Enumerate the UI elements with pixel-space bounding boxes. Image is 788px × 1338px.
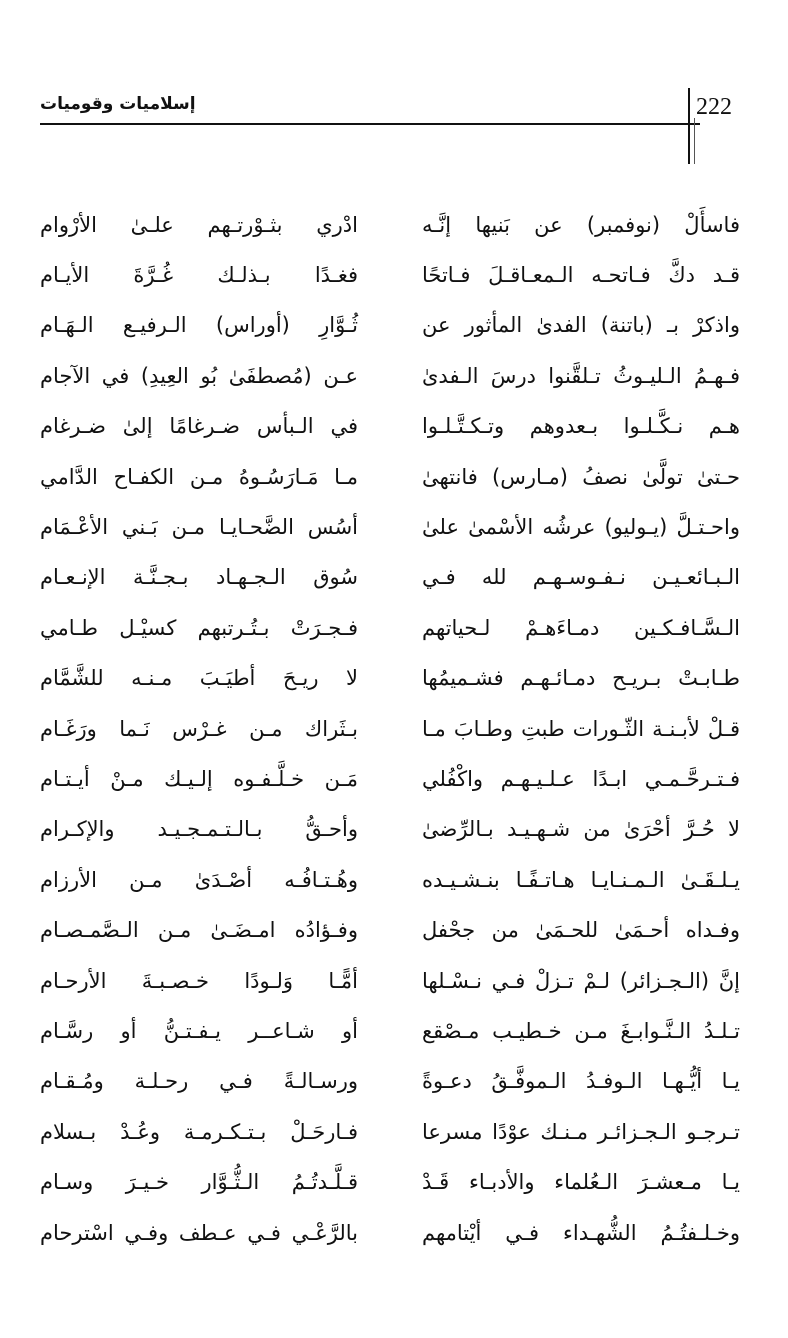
- verse-second-hemistich: فـارحَـلْ بـتـكـرمـة وعُـدْ بـسلام: [40, 1119, 358, 1144]
- verse-line: [40, 654, 740, 704]
- verse-second-hemistich: لا ريـحَ أطيَـبَ مـنـه للشَّمَّام: [40, 666, 358, 691]
- verse-line: [40, 855, 740, 905]
- verse-line: [40, 402, 740, 452]
- verse-first-hemistich: تـرجـو الـجـزائـر مـنـك عوْدًا مسرعا: [422, 1119, 740, 1144]
- verse-line: [40, 553, 740, 603]
- verse-line: [40, 502, 740, 552]
- verse-second-hemistich: بـثَراك مـن غـرْس نَـما ورَغَـام: [40, 716, 358, 741]
- verse-second-hemistich: مـا مَـارَسُـوهُ مـن الكفـاح الدَّامي: [40, 464, 358, 489]
- verse-line: [40, 1208, 740, 1258]
- verse-line: [40, 1006, 740, 1056]
- verse-line: [40, 1057, 740, 1107]
- verse-first-hemistich: الـبـائعـيـن نـفـوسـهـم لله فـي: [422, 565, 740, 590]
- verse-second-hemistich: وأحـقُّ بـالـتـمـجـيـد والإكـرام: [40, 817, 358, 842]
- header-vertical-rule-thin: [694, 118, 695, 164]
- page-number: 222: [696, 94, 732, 120]
- verse-second-hemistich: أسُس الضَّحـايـا مـن بَـني الأعْـمَام: [40, 515, 358, 540]
- verse-second-hemistich: فغـدًا بـذلـك غُـرَّةَ الأيـام: [40, 263, 358, 288]
- verse-first-hemistich: فـهـمُ الـليـوثُ تـلقَّنوا درسَ الـفدیٰ: [422, 363, 740, 388]
- verse-line: [40, 1107, 740, 1157]
- running-title: إسلاميات وقوميات: [40, 94, 196, 114]
- verse-line: [40, 250, 740, 300]
- verse-first-hemistich: قـلْ لأبـنـة الثّـورات طبتِ وطـابَ مـا: [422, 716, 740, 741]
- verse-second-hemistich: في الـبأس ضـرغامًا إلیٰ ضـرغام: [40, 414, 358, 439]
- verse-line: [40, 754, 740, 804]
- verse-first-hemistich: وخـلـفتُـمُ الشُّهـداء فـي أيْتامهم: [422, 1220, 740, 1245]
- header-rule: [40, 123, 700, 125]
- verse-line: [40, 1157, 740, 1207]
- verse-first-hemistich: هـم نـكَّـلـوا بـعدوهم وتـكـتَّـلـوا: [422, 414, 740, 439]
- verse-second-hemistich: أو شـاعــر يـفـتـنُّ أو رسَّـام: [40, 1018, 358, 1043]
- verse-first-hemistich: واحـتـلَّ (يـوليو) عرشُه الأسْمیٰ علیٰ: [422, 515, 740, 540]
- verse-second-hemistich: عـن (مُصطفَیٰ بُو العِيدِ) في الآجام: [40, 363, 358, 388]
- verse-line: [40, 452, 740, 502]
- verse-line: [40, 704, 740, 754]
- verse-line: [40, 956, 740, 1006]
- verse-second-hemistich: سُوق الـجـهـاد بـجـنَّـة الإنـعـام: [40, 565, 358, 590]
- verse-second-hemistich: مَـن خـلَّـفـوه إلـيـك مـنْ أيـتـام: [40, 766, 358, 791]
- verse-line: [40, 301, 740, 351]
- verse-first-hemistich: فـتـرحَّـمـي ابـدًا عـلـيـهـم واكْفُلي: [422, 766, 740, 791]
- verse-line: [40, 603, 740, 653]
- verse-second-hemistich: فـجـرَتْ بـتُـرتبهم كسيْـل طـامي: [40, 615, 358, 640]
- verse-line: [40, 805, 740, 855]
- verse-second-hemistich: ثُـوَّارِ (أوراس) الـرفيـع الـهَـام: [40, 313, 358, 338]
- verse-first-hemistich: فاسأَلْ (نوفمبر) عن بَنيها إنَّـه: [422, 212, 740, 237]
- verse-first-hemistich: واذكرْ بـ (باتنة) الفدیٰ المأثور عن: [422, 313, 740, 338]
- verse-second-hemistich: ورسـالـةً فـي رحـلـة ومُـقـام: [40, 1069, 358, 1094]
- verse-first-hemistich: لا حُـرَّ أحْرَیٰ من شـهـيـد بـالرِّضیٰ: [422, 817, 740, 842]
- verse-first-hemistich: تـلـدُ الـنَّـوابـغَ مـن خـطيـب مـصْقع: [422, 1018, 740, 1043]
- verse-first-hemistich: يـا أيُّـهـا الـوفـدُ الـموفَّـقُ دعـوةً: [422, 1069, 740, 1094]
- page-header: [40, 84, 740, 134]
- verse-second-hemistich: وهُـتـافُـه أصْـدَیٰ مـن الأرزام: [40, 867, 358, 892]
- verse-first-hemistich: حـتیٰ تولَّیٰ نصفُ (مـارس) فانتهیٰ: [422, 464, 740, 489]
- verse-first-hemistich: وفـداه أحـمَیٰ للحـمَیٰ من جحْفل: [422, 918, 740, 943]
- verse-line: [40, 351, 740, 401]
- verse-first-hemistich: يـا مـعشـرَ الـعُلماء والأدبـاء قَـدْ: [422, 1170, 740, 1195]
- verse-first-hemistich: إنَّ (الـجـزائر) لـمْ تـزلْ فـي نـسْـلها: [422, 968, 740, 993]
- verse-second-hemistich: أمًّـا وَلـودًا خـصـبـةَ الأرحـام: [40, 968, 358, 993]
- verse-first-hemistich: يـلـقَـیٰ الـمـنـايـا هـاتـفًـا بنـشـيـده: [422, 867, 740, 892]
- verse-second-hemistich: ادْري بثـوْرتـهم علـىٰ الأرْوام: [40, 212, 358, 237]
- verse-first-hemistich: قـد دكَّ فـاتحـه الـمعـاقـلَ فـاتحًا: [422, 263, 740, 288]
- verse-line: [40, 905, 740, 955]
- poem: [40, 200, 740, 1258]
- verse-first-hemistich: طـابـتْ بـريـح دمـائـهـم فشـميمُها: [422, 666, 740, 691]
- verse-second-hemistich: وفـؤادُه امـضَـیٰ مـن الـصَّمـصـام: [40, 918, 358, 943]
- verse-first-hemistich: الـسَّـافـكـين دمـاءَهـمْ لـحياتهم: [422, 615, 740, 640]
- verse-second-hemistich: بالرَّعْـي فـي عـطف وفـي اسْترحام: [40, 1220, 358, 1245]
- header-vertical-rule: [688, 88, 690, 164]
- verse-second-hemistich: قـلَّـدتُـمُ الـثُّـوَّار خـيـرَ وسـام: [40, 1170, 358, 1195]
- verse-line: [40, 200, 740, 250]
